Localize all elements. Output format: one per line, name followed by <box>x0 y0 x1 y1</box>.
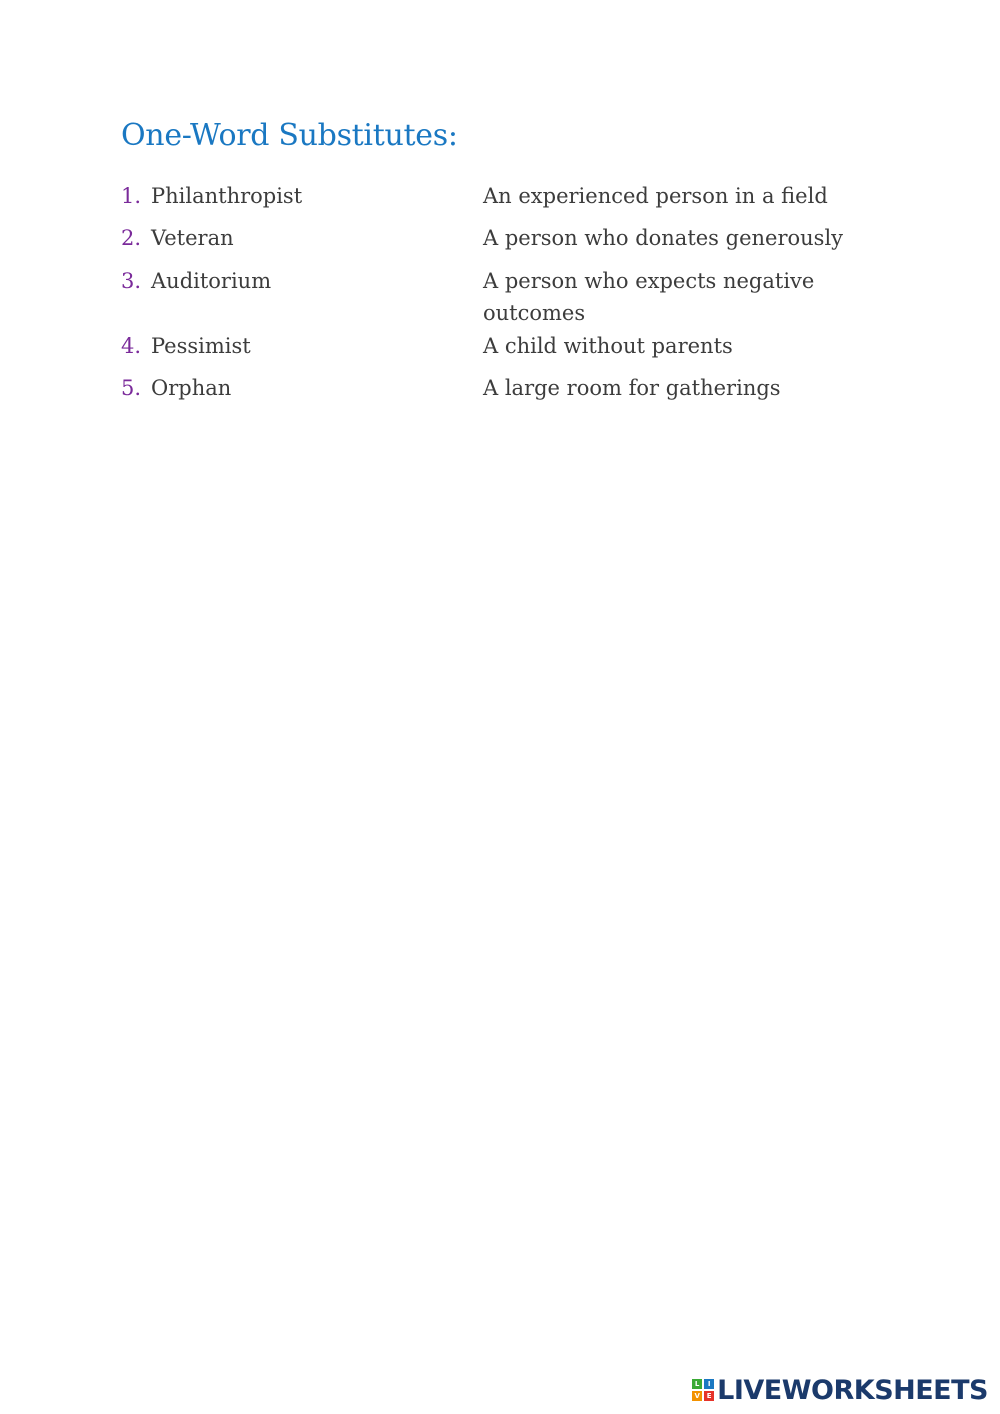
item-meaning: An experienced person in a field <box>483 184 828 208</box>
logo-blocks-icon <box>692 1379 714 1401</box>
item-meaning: A person who donates generously <box>483 226 844 250</box>
logo-block-l: L <box>692 1379 702 1389</box>
item-number: 1. <box>121 184 142 208</box>
liveworksheets-logo <box>692 1374 988 1406</box>
item-number: 2. <box>121 226 142 250</box>
item-word: Orphan <box>151 376 232 400</box>
item-number: 3. <box>121 269 142 293</box>
logo-text: LIVEWORKSHEETS <box>717 1374 988 1406</box>
item-meaning: A person who expects negative outcomes <box>483 269 815 325</box>
item-word: Pessimist <box>151 334 251 358</box>
logo-block-i: I <box>704 1379 714 1389</box>
logo-block-e: E <box>704 1391 714 1401</box>
item-number: 4. <box>121 334 142 358</box>
item-meaning: A large room for gatherings <box>483 376 781 400</box>
item-word: Philanthropist <box>151 184 303 208</box>
item-meaning: A child without parents <box>483 334 733 358</box>
item-word: Auditorium <box>151 269 272 293</box>
item-number: 5. <box>121 376 142 400</box>
page-title: One-Word Substitutes: <box>121 118 458 153</box>
item-word: Veteran <box>151 226 234 250</box>
logo-block-v: V <box>692 1391 702 1401</box>
